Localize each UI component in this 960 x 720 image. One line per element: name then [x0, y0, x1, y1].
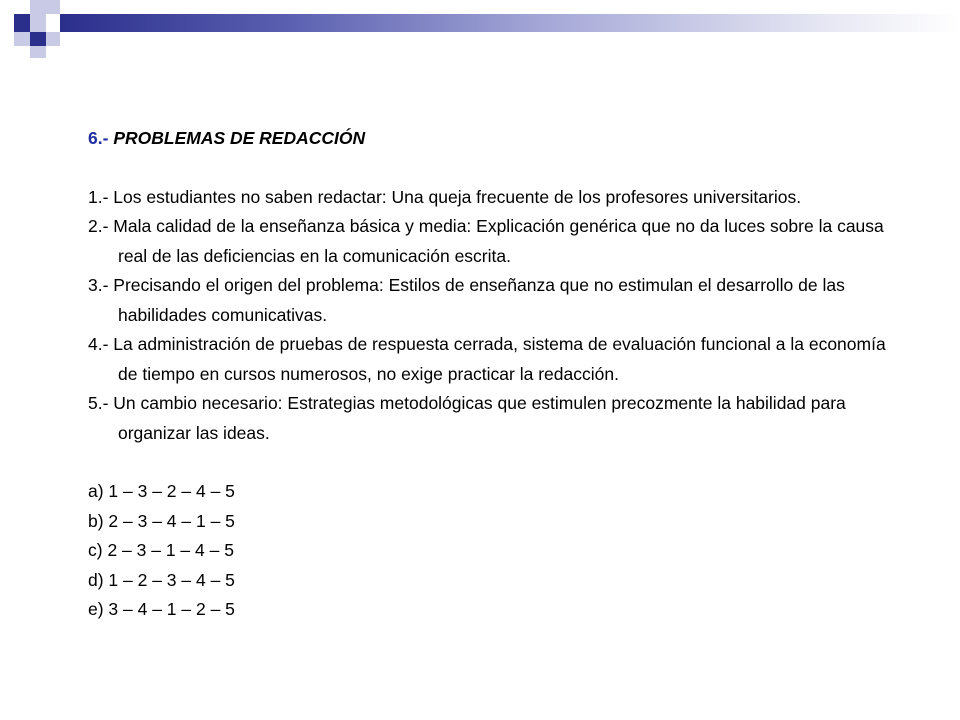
decor-square: [14, 14, 30, 32]
gradient-bar: [60, 14, 960, 32]
answer-option: e) 3 – 4 – 1 – 2 – 5: [88, 599, 235, 619]
answer-option: d) 1 – 2 – 3 – 4 – 5: [88, 569, 235, 590]
title-text: PROBLEMAS DE REDACCIÓN: [113, 128, 366, 148]
answer-option: a) 1 – 3 – 2 – 4 – 5: [88, 481, 235, 501]
item-list: [88, 183, 908, 449]
list-item: 3.- Precisando el origen del problema: Estilos de enseñanza que no estimulan el desarrollo de las habilidades comunicativas.: [88, 275, 845, 325]
list-item: 2.- Mala calidad de la enseñanza básica y media: Explicación genérica que no da luces sobre la causa real de las deficiencias en la comunicación escrita.: [88, 216, 884, 266]
decor-square: [30, 46, 46, 58]
answer-option: b) 2 – 3 – 4 – 1 – 5: [88, 510, 235, 531]
answer-options: [88, 477, 908, 625]
answer-option: c) 2 – 3 – 1 – 4 – 5: [88, 540, 234, 560]
decor-square: [46, 32, 60, 46]
decor-square: [30, 14, 46, 32]
slide-title: [88, 124, 908, 154]
decor-square: [14, 32, 30, 46]
slide-content: [88, 124, 908, 625]
list-item: 5.- Un cambio necesario: Estrategias metodológicas que estimulen precozmente la habilidad para organizar las ideas.: [88, 393, 846, 443]
decor-square: [30, 32, 46, 46]
title-number: 6.-: [88, 128, 109, 148]
list-item: 4.- La administración de pruebas de respuesta cerrada, sistema de evaluación funcional a la economía de tiempo en cursos numerosos, no exige practicar la redacción.: [88, 334, 886, 384]
decor-square: [30, 0, 60, 14]
list-item: 1.- Los estudiantes no saben redactar: Una queja frecuente de los profesores universitarios.: [88, 186, 802, 207]
